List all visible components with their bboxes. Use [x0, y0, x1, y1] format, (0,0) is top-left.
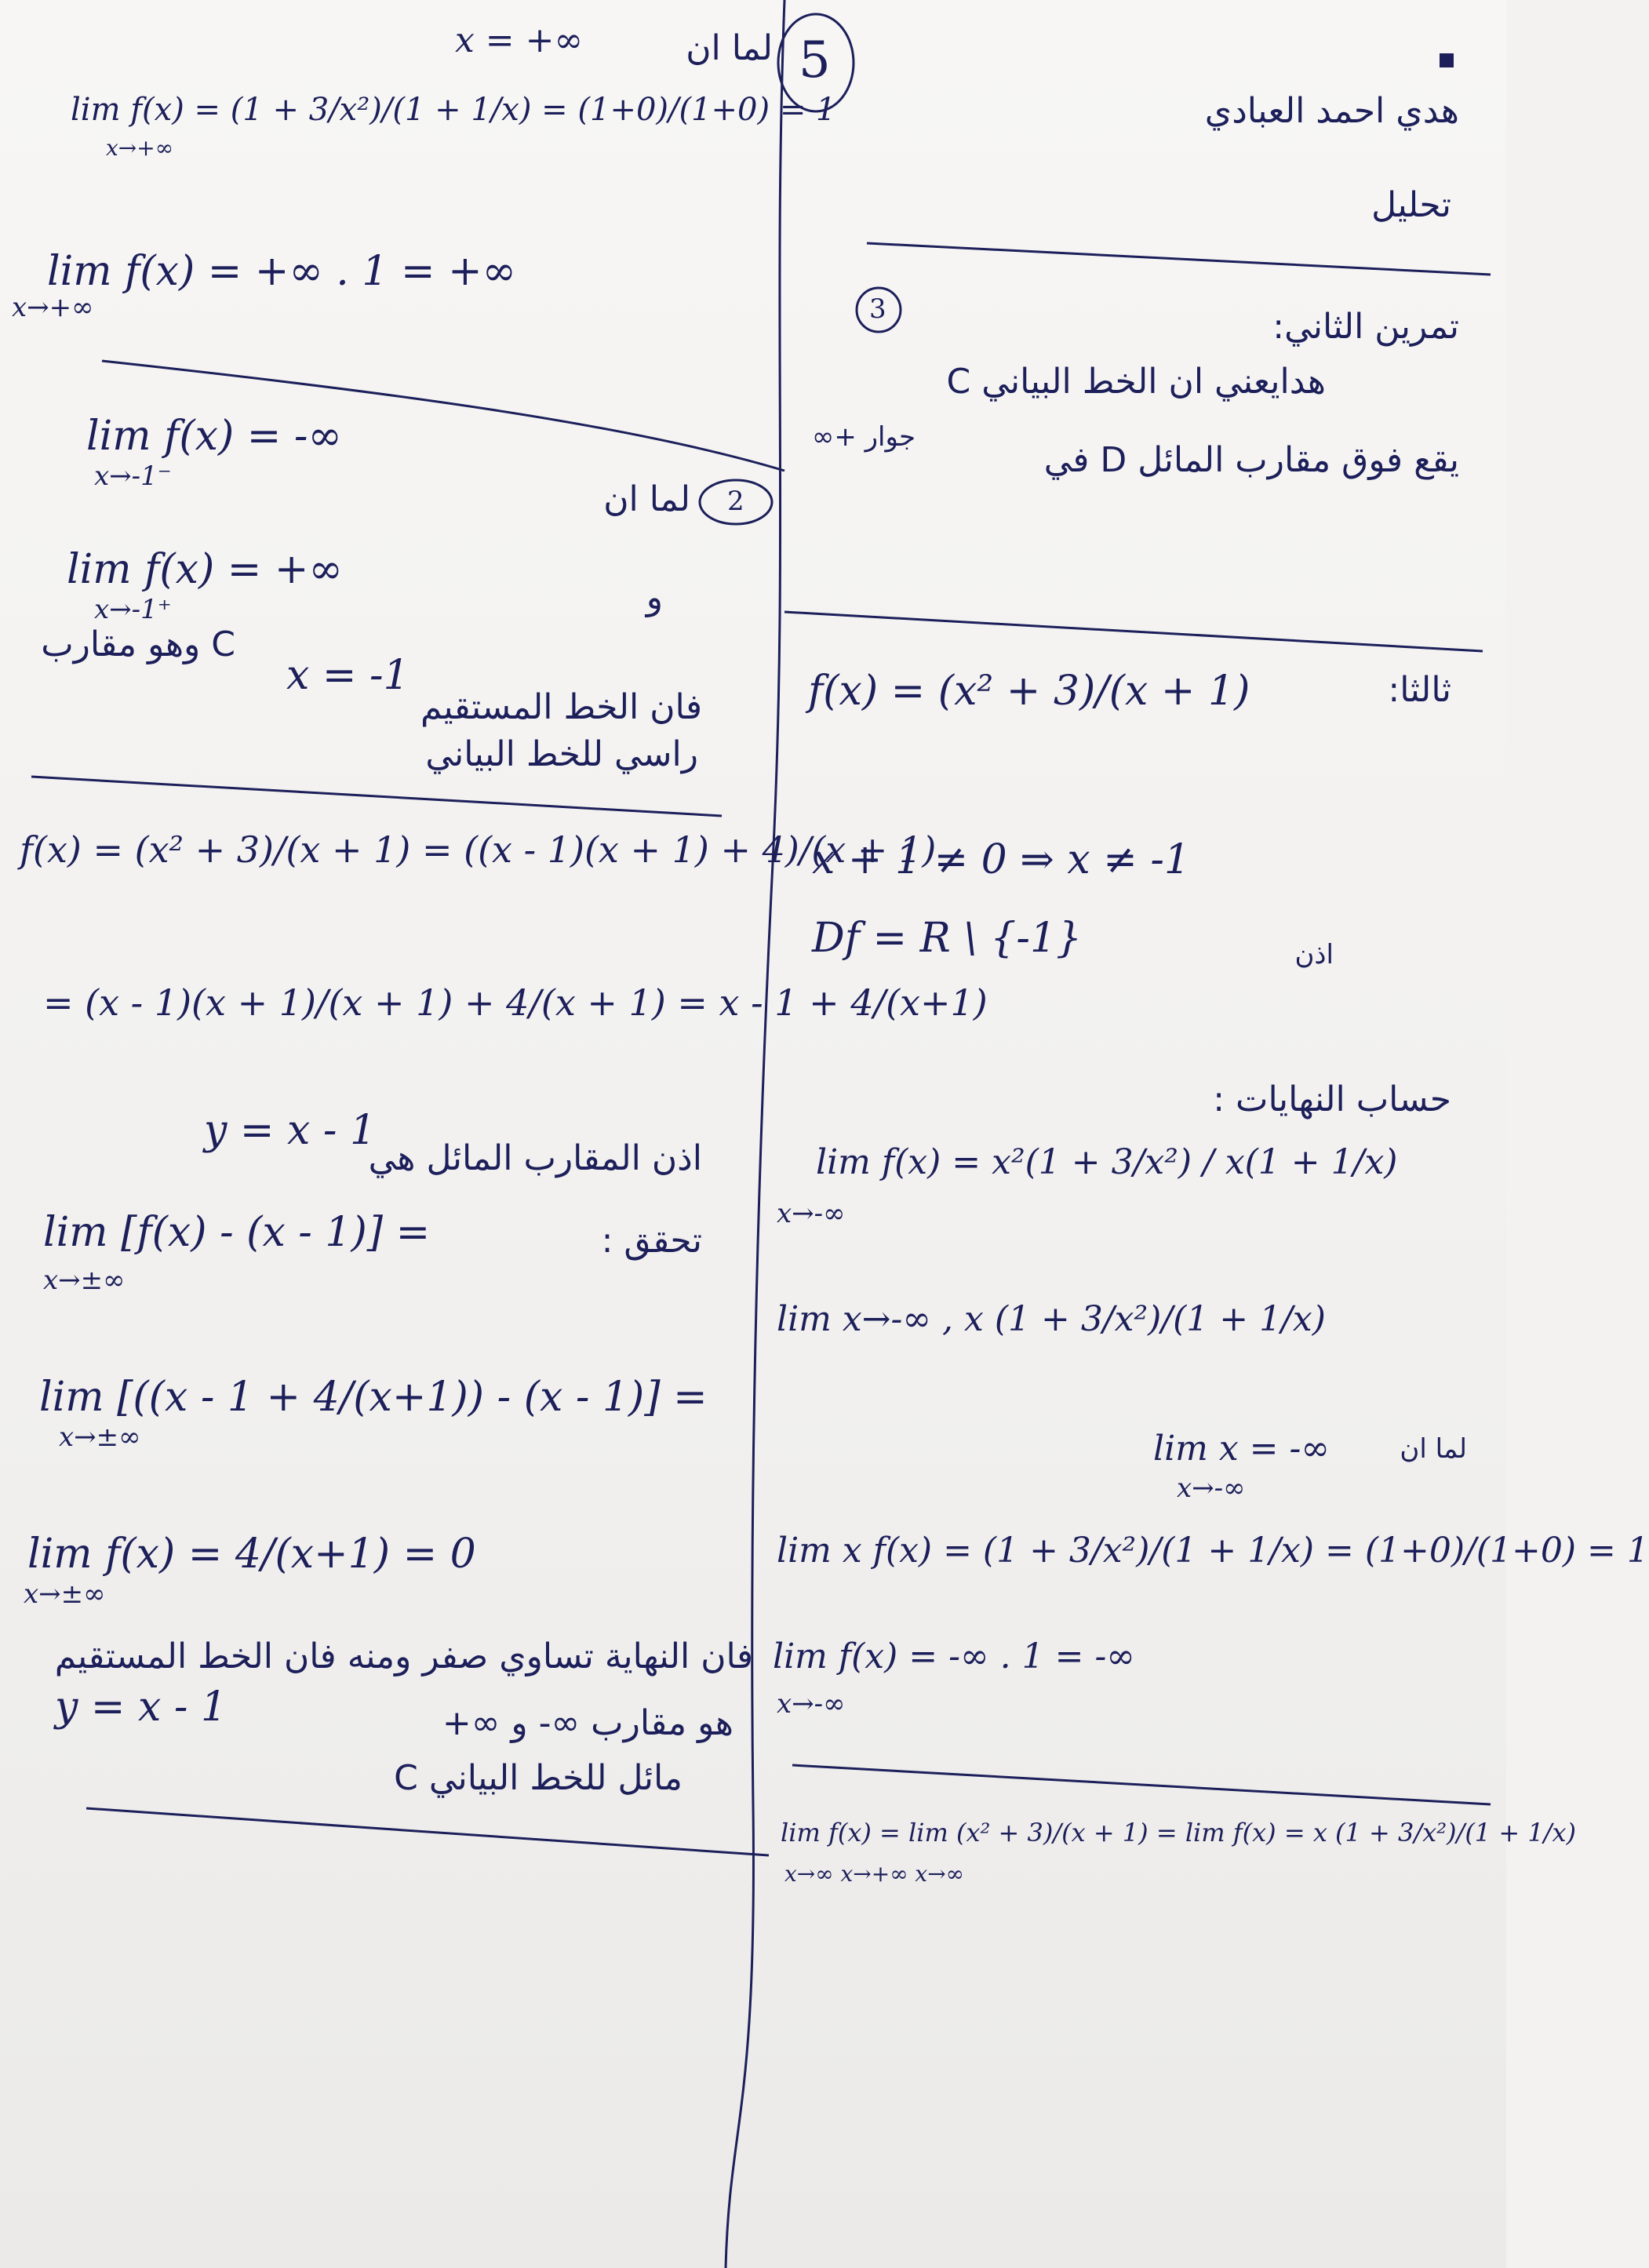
left-line-7: = (x - 1)(x + 1)/(x + 1) + 4/(x + 1) = x - 1 + 4/(x+1) [43, 981, 988, 1024]
exercise-line-2: يقع فوق مقارب المائل D في [1043, 440, 1459, 480]
exercise-line-1: هدايعني ان الخط البياني C [946, 362, 1326, 402]
part-three-title: ثالثا: [1388, 670, 1451, 710]
left-line-4-sub: x→-1⁺ [94, 594, 172, 625]
function-definition: f(x) = (x² + 3)/(x + 1) [808, 668, 1250, 715]
left-head-label: لما ان [686, 28, 773, 68]
limit-pos-inf-1: lim f(x) = lim (x² + 3)/(x + 1) = lim f(x) = x (1 + 3/x²)/(1 + 1/x) [781, 1818, 1576, 1848]
separator-2 [784, 612, 1483, 651]
limit-neg-inf-3-label: لما ان [1400, 1433, 1467, 1465]
limit-neg-inf-5-sub: x→-∞ [777, 1688, 846, 1720]
limit-neg-inf-3: lim x = -∞ [1153, 1429, 1330, 1469]
left-line-1: lim f(x) = (1 + 3/x²)/(1 + 1/x) = (1+0)/(1+0) = 1 [71, 92, 836, 128]
left-line-8-label: اذن المقارب المائل هي [368, 1138, 702, 1178]
left-line-11-sub: x→±∞ [24, 1578, 106, 1610]
left-line-14: مائل للخط البياني C [394, 1758, 683, 1798]
left-line-8: y = x - 1 [204, 1107, 377, 1154]
left-line-11: lim f(x) = 4/(x+1) = 0 [27, 1531, 476, 1578]
exercise-title: تمرين الثاني: [1272, 307, 1459, 347]
separator-6 [86, 1808, 769, 1855]
limit-neg-inf-3-sub: x→-∞ [1177, 1473, 1246, 1504]
exercise-number: 3 [869, 293, 886, 325]
left-line-10: lim [((x - 1 + 4/(x+1)) - (x - 1)] = [39, 1374, 708, 1421]
corner-mark [1440, 53, 1454, 67]
limit-neg-inf-4: lim x f(x) = (1 + 3/x²)/(1 + 1/x) = (1+0)/(1+0) = 1 [777, 1531, 1649, 1571]
circle-2-number: 2 [727, 486, 744, 517]
left-line-5-mid: x = -1 [286, 652, 410, 699]
left-line-6: f(x) = (x² + 3)/(x + 1) = ((x - 1)(x + 1) + 4)/(x + 1) [20, 828, 937, 871]
separator-1 [867, 243, 1491, 275]
left-line-1-sub: x→+∞ [106, 135, 174, 161]
left-line-3-label: لما ان [603, 479, 690, 519]
left-line-13: هو مقارب ∞- و ∞+ [442, 1703, 733, 1743]
student-name: هدي احمد العبادي [1204, 91, 1459, 131]
exercise-line-2b: جوار +∞ [812, 421, 916, 453]
domain: Df = R \ {-1} [812, 915, 1083, 962]
limit-pos-inf-1-sub: x→∞ x→+∞ x→∞ [784, 1861, 964, 1887]
subject-title: تحليل [1371, 185, 1451, 225]
domain-condition: x + 1 ≠ 0 ⇒ x ≠ -1 [812, 836, 1190, 883]
limit-neg-inf-1-sub: x→-∞ [777, 1198, 846, 1229]
left-line-5b: راسي للخط البياني [425, 734, 698, 774]
domain-label: اذن [1294, 939, 1334, 970]
left-line-9: lim [f(x) - (x - 1)] = [43, 1209, 431, 1256]
left-line-2-sub: x→+∞ [12, 292, 94, 323]
left-line-5-left: C وهو مقارب [41, 624, 235, 664]
left-line-10-sub: x→±∞ [59, 1422, 141, 1453]
left-line-9-label: تحقق : [601, 1221, 702, 1261]
left-line-9-sub: x→±∞ [43, 1265, 126, 1296]
page-number: 5 [799, 31, 831, 89]
limits-title: حساب النهايات : [1213, 1079, 1451, 1119]
left-line-12-eq: y = x - 1 [55, 1684, 228, 1731]
limit-neg-inf-1: lim f(x) = x²(1 + 3/x²) / x(1 + 1/x) [816, 1142, 1398, 1182]
left-line-3: lim f(x) = -∞ [86, 413, 342, 460]
left-line-4: lim f(x) = +∞ [67, 546, 343, 593]
separator-5 [31, 777, 722, 816]
limit-neg-inf-2: lim x→-∞ , x (1 + 3/x²)/(1 + 1/x) [777, 1299, 1326, 1339]
limit-neg-inf-5: lim f(x) = -∞ . 1 = -∞ [773, 1636, 1135, 1676]
column-divider [726, 0, 784, 2268]
left-line-5-right: فان الخط المستقيم [420, 687, 702, 727]
left-line-4-label: و [646, 577, 663, 617]
separator-3 [792, 1765, 1491, 1804]
left-head: x = +∞ [455, 20, 584, 60]
left-line-2: lim f(x) = +∞ . 1 = +∞ [47, 248, 516, 295]
left-line-12: فان النهاية تساوي صفر ومنه فان الخط المستقيم [54, 1636, 753, 1676]
left-line-3-sub: x→-1⁻ [94, 461, 172, 492]
